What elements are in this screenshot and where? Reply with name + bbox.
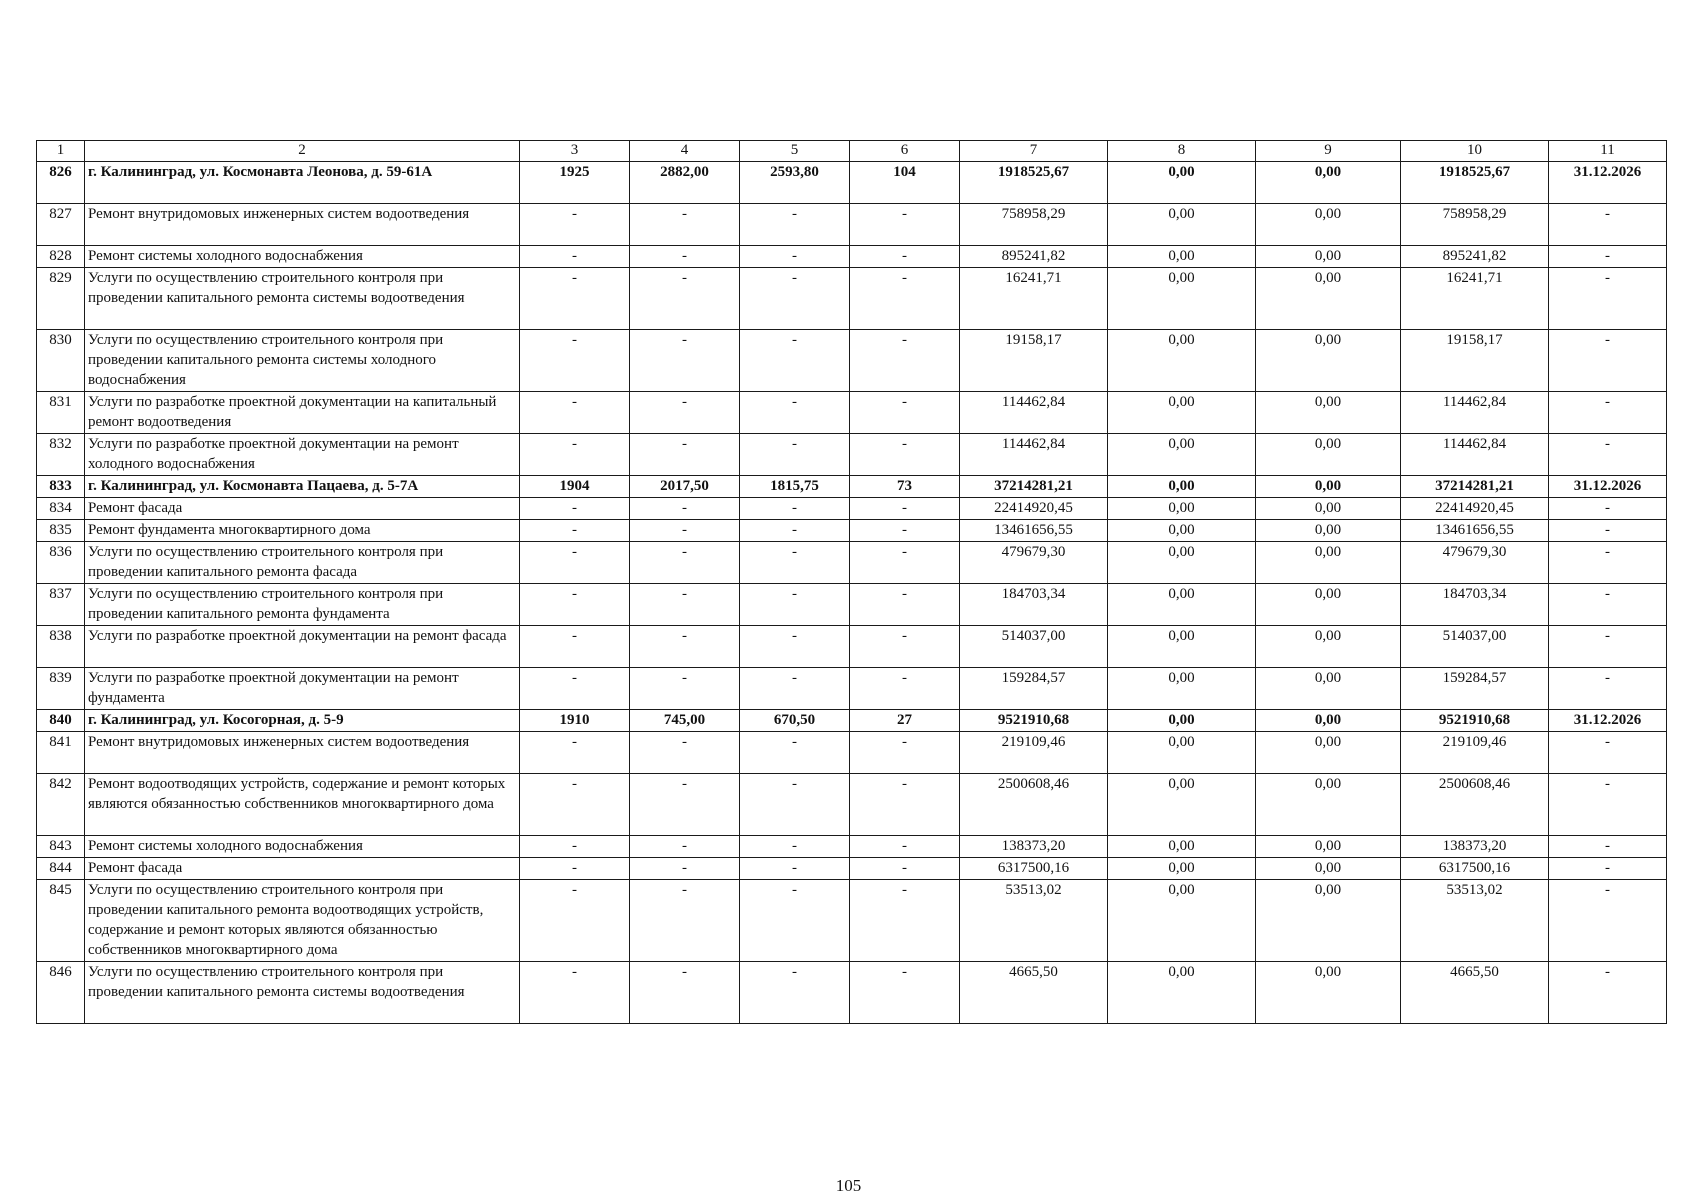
row-number: 829 (37, 268, 85, 330)
total-area: - (630, 668, 740, 710)
year-built: - (520, 626, 630, 668)
row-number: 835 (37, 520, 85, 542)
work-description: Услуги по осуществлению строительного контроля при проведении капитального ремонта системы водоотведения (85, 268, 520, 330)
other-cost: 0,00 (1256, 668, 1401, 710)
other-cost: 0,00 (1256, 732, 1401, 774)
regional-operator-cost: 16241,71 (1401, 268, 1549, 330)
total-area: - (630, 732, 740, 774)
year-built: 1925 (520, 162, 630, 204)
residents-count: - (850, 858, 960, 880)
total-cost: 22414920,45 (960, 498, 1108, 520)
regional-operator-cost: 114462,84 (1401, 434, 1549, 476)
other-cost: 0,00 (1256, 246, 1401, 268)
year-built: - (520, 880, 630, 962)
residential-area: - (740, 732, 850, 774)
column-number: 2 (85, 141, 520, 162)
column-number: 10 (1401, 141, 1549, 162)
fund-cost: 0,00 (1108, 330, 1256, 392)
total-area: - (630, 268, 740, 330)
work-item-row (37, 626, 1667, 668)
row-number: 842 (37, 774, 85, 836)
work-description: г. Калининград, ул. Космонавта Леонова, д. 59-61А (85, 162, 520, 204)
work-description: Услуги по осуществлению строительного контроля при проведении капитального ремонта фасада (85, 542, 520, 584)
regional-operator-cost: 138373,20 (1401, 836, 1549, 858)
total-cost: 1918525,67 (960, 162, 1108, 204)
regional-operator-cost: 53513,02 (1401, 880, 1549, 962)
building-row (37, 162, 1667, 204)
column-number: 4 (630, 141, 740, 162)
total-area: 2882,00 (630, 162, 740, 204)
work-description: Услуги по осуществлению строительного контроля при проведении капитального ремонта водоотводящих устройств, содержание и ремонт которых являются обязанностью собственников многоквартирного дома (85, 880, 520, 962)
residents-count: 27 (850, 710, 960, 732)
total-cost: 37214281,21 (960, 476, 1108, 498)
completion-date: - (1549, 880, 1667, 962)
completion-date: 31.12.2026 (1549, 710, 1667, 732)
work-description: г. Калининград, ул. Косогорная, д. 5-9 (85, 710, 520, 732)
column-number: 11 (1549, 141, 1667, 162)
completion-date: - (1549, 774, 1667, 836)
row-number: 828 (37, 246, 85, 268)
total-area: - (630, 962, 740, 1024)
regional-operator-cost: 514037,00 (1401, 626, 1549, 668)
completion-date: - (1549, 542, 1667, 584)
completion-date: - (1549, 330, 1667, 392)
year-built: - (520, 836, 630, 858)
total-area: - (630, 858, 740, 880)
completion-date: - (1549, 732, 1667, 774)
residents-count: 104 (850, 162, 960, 204)
other-cost: 0,00 (1256, 774, 1401, 836)
residents-count: - (850, 246, 960, 268)
row-number: 844 (37, 858, 85, 880)
regional-operator-cost: 9521910,68 (1401, 710, 1549, 732)
fund-cost: 0,00 (1108, 880, 1256, 962)
column-number-row (37, 141, 1667, 162)
year-built: - (520, 498, 630, 520)
work-description: Услуги по осуществлению строительного контроля при проведении капитального ремонта системы холодного водоснабжения (85, 330, 520, 392)
completion-date: - (1549, 668, 1667, 710)
regional-operator-cost: 159284,57 (1401, 668, 1549, 710)
regional-operator-cost: 22414920,45 (1401, 498, 1549, 520)
regional-operator-cost: 758958,29 (1401, 204, 1549, 246)
fund-cost: 0,00 (1108, 520, 1256, 542)
work-description: Услуги по разработке проектной документации на ремонт фасада (85, 626, 520, 668)
work-item-row (37, 732, 1667, 774)
total-cost: 895241,82 (960, 246, 1108, 268)
year-built: - (520, 858, 630, 880)
row-number: 845 (37, 880, 85, 962)
row-number: 830 (37, 330, 85, 392)
residential-area: - (740, 962, 850, 1024)
work-item-row (37, 836, 1667, 858)
other-cost: 0,00 (1256, 584, 1401, 626)
residential-area: - (740, 520, 850, 542)
work-item-row (37, 774, 1667, 836)
work-description: Ремонт системы холодного водоснабжения (85, 246, 520, 268)
regional-operator-cost: 184703,34 (1401, 584, 1549, 626)
total-cost: 184703,34 (960, 584, 1108, 626)
work-item-row (37, 542, 1667, 584)
residents-count: - (850, 204, 960, 246)
total-area: - (630, 434, 740, 476)
total-area: 745,00 (630, 710, 740, 732)
work-item-row (37, 434, 1667, 476)
year-built: - (520, 542, 630, 584)
completion-date: 31.12.2026 (1549, 476, 1667, 498)
other-cost: 0,00 (1256, 858, 1401, 880)
column-number: 7 (960, 141, 1108, 162)
other-cost: 0,00 (1256, 962, 1401, 1024)
residential-area: - (740, 836, 850, 858)
fund-cost: 0,00 (1108, 162, 1256, 204)
residential-area: - (740, 498, 850, 520)
work-description: Услуги по осуществлению строительного контроля при проведении капитального ремонта системы водоотведения (85, 962, 520, 1024)
residents-count: - (850, 392, 960, 434)
year-built: - (520, 330, 630, 392)
fund-cost: 0,00 (1108, 710, 1256, 732)
regional-operator-cost: 4665,50 (1401, 962, 1549, 1024)
fund-cost: 0,00 (1108, 962, 1256, 1024)
work-item-row (37, 392, 1667, 434)
column-number: 5 (740, 141, 850, 162)
row-number: 838 (37, 626, 85, 668)
regional-operator-cost: 6317500,16 (1401, 858, 1549, 880)
fund-cost: 0,00 (1108, 584, 1256, 626)
work-item-row (37, 668, 1667, 710)
work-description: г. Калининград, ул. Космонавта Пацаева, д. 5-7А (85, 476, 520, 498)
residents-count: - (850, 774, 960, 836)
row-number: 831 (37, 392, 85, 434)
total-area: - (630, 330, 740, 392)
regional-operator-cost: 19158,17 (1401, 330, 1549, 392)
row-number: 826 (37, 162, 85, 204)
residential-area: - (740, 204, 850, 246)
residential-area: - (740, 774, 850, 836)
total-cost: 19158,17 (960, 330, 1108, 392)
fund-cost: 0,00 (1108, 858, 1256, 880)
work-description: Услуги по разработке проектной документации на капитальный ремонт водоотведения (85, 392, 520, 434)
residential-area: - (740, 584, 850, 626)
year-built: - (520, 668, 630, 710)
completion-date: - (1549, 434, 1667, 476)
residents-count: - (850, 498, 960, 520)
fund-cost: 0,00 (1108, 476, 1256, 498)
total-area: - (630, 204, 740, 246)
other-cost: 0,00 (1256, 268, 1401, 330)
residential-area: - (740, 626, 850, 668)
fund-cost: 0,00 (1108, 246, 1256, 268)
residential-area: - (740, 858, 850, 880)
work-description: Ремонт фундамента многоквартирного дома (85, 520, 520, 542)
other-cost: 0,00 (1256, 626, 1401, 668)
work-description: Ремонт внутридомовых инженерных систем водоотведения (85, 204, 520, 246)
completion-date: - (1549, 498, 1667, 520)
work-item-row (37, 880, 1667, 962)
other-cost: 0,00 (1256, 520, 1401, 542)
other-cost: 0,00 (1256, 434, 1401, 476)
total-cost: 219109,46 (960, 732, 1108, 774)
residents-count: - (850, 584, 960, 626)
total-cost: 758958,29 (960, 204, 1108, 246)
residential-area: - (740, 246, 850, 268)
total-area: - (630, 498, 740, 520)
row-number: 841 (37, 732, 85, 774)
total-cost: 159284,57 (960, 668, 1108, 710)
row-number: 836 (37, 542, 85, 584)
total-cost: 479679,30 (960, 542, 1108, 584)
work-item-row (37, 246, 1667, 268)
residential-area: - (740, 542, 850, 584)
work-description: Услуги по разработке проектной документации на ремонт холодного водоснабжения (85, 434, 520, 476)
year-built: - (520, 962, 630, 1024)
other-cost: 0,00 (1256, 330, 1401, 392)
residential-area: - (740, 330, 850, 392)
page-number: 105 (835, 1176, 862, 1195)
year-built: 1904 (520, 476, 630, 498)
row-number: 840 (37, 710, 85, 732)
other-cost: 0,00 (1256, 542, 1401, 584)
row-number: 833 (37, 476, 85, 498)
total-cost: 16241,71 (960, 268, 1108, 330)
year-built: - (520, 246, 630, 268)
total-cost: 2500608,46 (960, 774, 1108, 836)
row-number: 839 (37, 668, 85, 710)
work-item-row (37, 520, 1667, 542)
residents-count: - (850, 520, 960, 542)
other-cost: 0,00 (1256, 204, 1401, 246)
total-area: - (630, 836, 740, 858)
residential-area: - (740, 392, 850, 434)
capital-repair-table (36, 140, 1667, 1024)
residents-count: - (850, 330, 960, 392)
residents-count: - (850, 626, 960, 668)
work-item-row (37, 498, 1667, 520)
building-row (37, 710, 1667, 732)
total-cost: 114462,84 (960, 392, 1108, 434)
residents-count: - (850, 962, 960, 1024)
fund-cost: 0,00 (1108, 392, 1256, 434)
completion-date: - (1549, 584, 1667, 626)
other-cost: 0,00 (1256, 710, 1401, 732)
work-description: Услуги по осуществлению строительного контроля при проведении капитального ремонта фундамента (85, 584, 520, 626)
completion-date: - (1549, 392, 1667, 434)
work-description: Ремонт внутридомовых инженерных систем водоотведения (85, 732, 520, 774)
row-number: 832 (37, 434, 85, 476)
year-built: - (520, 520, 630, 542)
regional-operator-cost: 114462,84 (1401, 392, 1549, 434)
residential-area: 670,50 (740, 710, 850, 732)
total-cost: 138373,20 (960, 836, 1108, 858)
total-cost: 114462,84 (960, 434, 1108, 476)
row-number: 846 (37, 962, 85, 1024)
row-number: 837 (37, 584, 85, 626)
fund-cost: 0,00 (1108, 498, 1256, 520)
fund-cost: 0,00 (1108, 626, 1256, 668)
year-built: - (520, 204, 630, 246)
total-area: - (630, 392, 740, 434)
residents-count: - (850, 880, 960, 962)
other-cost: 0,00 (1256, 392, 1401, 434)
work-item-row (37, 330, 1667, 392)
fund-cost: 0,00 (1108, 836, 1256, 858)
completion-date: - (1549, 626, 1667, 668)
row-number: 827 (37, 204, 85, 246)
residential-area: - (740, 880, 850, 962)
work-item-row (37, 584, 1667, 626)
fund-cost: 0,00 (1108, 204, 1256, 246)
total-area: - (630, 520, 740, 542)
other-cost: 0,00 (1256, 836, 1401, 858)
work-description: Ремонт фасада (85, 858, 520, 880)
other-cost: 0,00 (1256, 476, 1401, 498)
fund-cost: 0,00 (1108, 732, 1256, 774)
year-built: - (520, 774, 630, 836)
total-area: - (630, 626, 740, 668)
work-item-row (37, 204, 1667, 246)
residents-count: - (850, 668, 960, 710)
residents-count: 73 (850, 476, 960, 498)
work-item-row (37, 858, 1667, 880)
completion-date: - (1549, 246, 1667, 268)
building-row (37, 476, 1667, 498)
completion-date: 31.12.2026 (1549, 162, 1667, 204)
residential-area: 1815,75 (740, 476, 850, 498)
regional-operator-cost: 479679,30 (1401, 542, 1549, 584)
column-number: 8 (1108, 141, 1256, 162)
work-description: Ремонт системы холодного водоснабжения (85, 836, 520, 858)
year-built: - (520, 434, 630, 476)
row-number: 843 (37, 836, 85, 858)
residents-count: - (850, 434, 960, 476)
completion-date: - (1549, 520, 1667, 542)
regional-operator-cost: 37214281,21 (1401, 476, 1549, 498)
other-cost: 0,00 (1256, 880, 1401, 962)
work-description: Ремонт фасада (85, 498, 520, 520)
column-number: 9 (1256, 141, 1401, 162)
completion-date: - (1549, 204, 1667, 246)
total-cost: 514037,00 (960, 626, 1108, 668)
other-cost: 0,00 (1256, 162, 1401, 204)
total-cost: 13461656,55 (960, 520, 1108, 542)
total-cost: 53513,02 (960, 880, 1108, 962)
residents-count: - (850, 542, 960, 584)
total-area: - (630, 246, 740, 268)
other-cost: 0,00 (1256, 498, 1401, 520)
regional-operator-cost: 895241,82 (1401, 246, 1549, 268)
regional-operator-cost: 13461656,55 (1401, 520, 1549, 542)
year-built: - (520, 392, 630, 434)
total-cost: 9521910,68 (960, 710, 1108, 732)
column-number: 1 (37, 141, 85, 162)
residential-area: 2593,80 (740, 162, 850, 204)
residential-area: - (740, 434, 850, 476)
year-built: 1910 (520, 710, 630, 732)
regional-operator-cost: 219109,46 (1401, 732, 1549, 774)
total-area: - (630, 584, 740, 626)
residents-count: - (850, 732, 960, 774)
fund-cost: 0,00 (1108, 774, 1256, 836)
completion-date: - (1549, 268, 1667, 330)
residential-area: - (740, 668, 850, 710)
residents-count: - (850, 836, 960, 858)
year-built: - (520, 732, 630, 774)
row-number: 834 (37, 498, 85, 520)
work-item-row (37, 962, 1667, 1024)
year-built: - (520, 584, 630, 626)
work-description: Услуги по разработке проектной документации на ремонт фундамента (85, 668, 520, 710)
fund-cost: 0,00 (1108, 668, 1256, 710)
total-cost: 4665,50 (960, 962, 1108, 1024)
total-area: 2017,50 (630, 476, 740, 498)
completion-date: - (1549, 858, 1667, 880)
completion-date: - (1549, 962, 1667, 1024)
column-number: 3 (520, 141, 630, 162)
work-description: Ремонт водоотводящих устройств, содержание и ремонт которых являются обязанностью собственников многоквартирного дома (85, 774, 520, 836)
total-area: - (630, 880, 740, 962)
fund-cost: 0,00 (1108, 434, 1256, 476)
work-item-row (37, 268, 1667, 330)
total-area: - (630, 774, 740, 836)
fund-cost: 0,00 (1108, 268, 1256, 330)
regional-operator-cost: 1918525,67 (1401, 162, 1549, 204)
residents-count: - (850, 268, 960, 330)
residential-area: - (740, 268, 850, 330)
completion-date: - (1549, 836, 1667, 858)
regional-operator-cost: 2500608,46 (1401, 774, 1549, 836)
fund-cost: 0,00 (1108, 542, 1256, 584)
total-cost: 6317500,16 (960, 858, 1108, 880)
total-area: - (630, 542, 740, 584)
year-built: - (520, 268, 630, 330)
column-number: 6 (850, 141, 960, 162)
